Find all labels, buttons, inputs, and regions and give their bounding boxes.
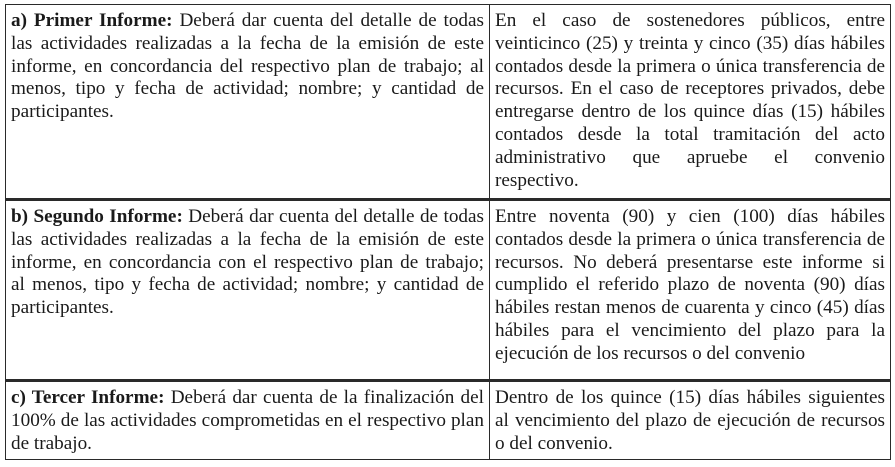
report-deadline-cell (490, 200, 891, 381)
table-row (6, 381, 891, 460)
report-title: a) Primer Informe: (11, 10, 173, 31)
report-description: Deberá dar cuenta del detalle de todas las actividades realizadas a la fecha de la emisión de este informe, en concordancia del respectivo plan de trabajo; al menos, tipo y fecha de actividad; nombre; y cantidad de participantes. (11, 10, 484, 123)
report-deadline: Entre noventa (90) y cien (100) días hábiles contados desde la primera o única transferencia de recursos. No deberá presentarse este informe si cumplido el referido plazo de noventa (90) días hábiles restan menos de cuarenta y cinco (45) días hábiles para el vencimiento del plazo para la ejecución de los recursos o del convenio (495, 206, 885, 364)
table-row (6, 5, 891, 200)
reports-table (5, 4, 891, 460)
report-description-cell (6, 381, 490, 460)
report-title: b) Segundo Informe: (11, 206, 183, 227)
report-deadline: Dentro de los quince (15) días hábiles siguientes al vencimiento del plazo de ejecución de recursos o del convenio. (495, 387, 885, 454)
report-description-cell (6, 5, 490, 200)
report-title: c) Tercer Informe: (11, 387, 165, 408)
report-description: Deberá dar cuenta del detalle de todas las actividades realizadas a la fecha de la emisión de este informe, en concordancia con el respectivo plan de trabajo; al menos, tipo y fecha de actividad; nombre; y cantidad de participantes. (11, 206, 484, 319)
report-description-cell (6, 200, 490, 381)
report-deadline-cell (490, 5, 891, 200)
table-row (6, 200, 891, 381)
report-deadline: En el caso de sostenedores públicos, entre veinticinco (25) y treinta y cinco (35) días hábiles contados desde la primera o única transferencia de recursos. En el caso de receptores privados, debe entregarse dentro de los quince días (15) hábiles contados desde la total tramitación del acto administrativo que apruebe el convenio respectivo. (495, 10, 885, 191)
report-description: Deberá dar cuenta de la finalización del 100% de las actividades comprometidas en el respectivo plan de trabajo. (11, 387, 484, 454)
report-deadline-cell (490, 381, 891, 460)
